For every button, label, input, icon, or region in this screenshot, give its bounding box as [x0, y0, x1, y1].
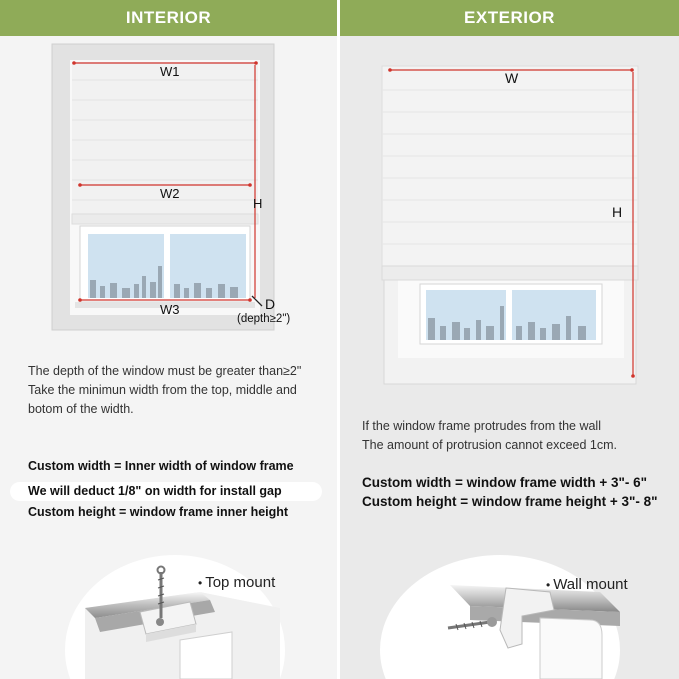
bullet-icon: •	[198, 576, 203, 590]
exterior-h-label: H	[612, 204, 623, 220]
top-mount-illustration	[0, 540, 337, 679]
exterior-spec-width: Custom width = window frame width + 3"- 6"	[362, 475, 648, 490]
depth-label: (depth≥2")	[237, 313, 291, 325]
exterior-note-line1: If the window frame protrudes from the wall	[362, 419, 601, 433]
exterior-note-line2: The amount of protrusion cannot exceed 1cm.	[362, 438, 618, 452]
wall-mount-label	[546, 576, 628, 593]
h-label: H	[253, 196, 263, 211]
wall-mount-illustration	[340, 540, 679, 679]
w3-label: W3	[160, 302, 180, 317]
d-label: D	[265, 296, 276, 312]
interior-header: INTERIOR	[0, 0, 337, 36]
interior-window-diagram	[0, 0, 337, 340]
interior-spec-deduct: We will deduct 1/8" on width for install gap	[28, 484, 282, 498]
bullet-icon: •	[546, 578, 551, 592]
top-mount-label	[198, 574, 275, 591]
interior-spec-width: Custom width = Inner width of window frame	[28, 459, 294, 473]
interior-note-line1: The depth of the window must be greater than≥2"	[28, 364, 302, 378]
top-mount-text: Top mount	[205, 574, 276, 591]
interior-note-line3: botom of the width.	[28, 402, 134, 416]
wall-mount-text: Wall mount	[553, 576, 628, 593]
interior-spec-height: Custom height = window frame inner height	[28, 505, 289, 519]
w2-label: W2	[160, 186, 180, 201]
interior-note-line2: Take the minimun width from the top, middle and	[28, 383, 297, 397]
exterior-window-diagram	[340, 0, 679, 400]
w1-label: W1	[160, 64, 180, 79]
exterior-spec-height: Custom height = window frame height + 3"- 8"	[362, 494, 658, 509]
w-label: W	[505, 70, 519, 86]
exterior-header: EXTERIOR	[340, 0, 679, 36]
